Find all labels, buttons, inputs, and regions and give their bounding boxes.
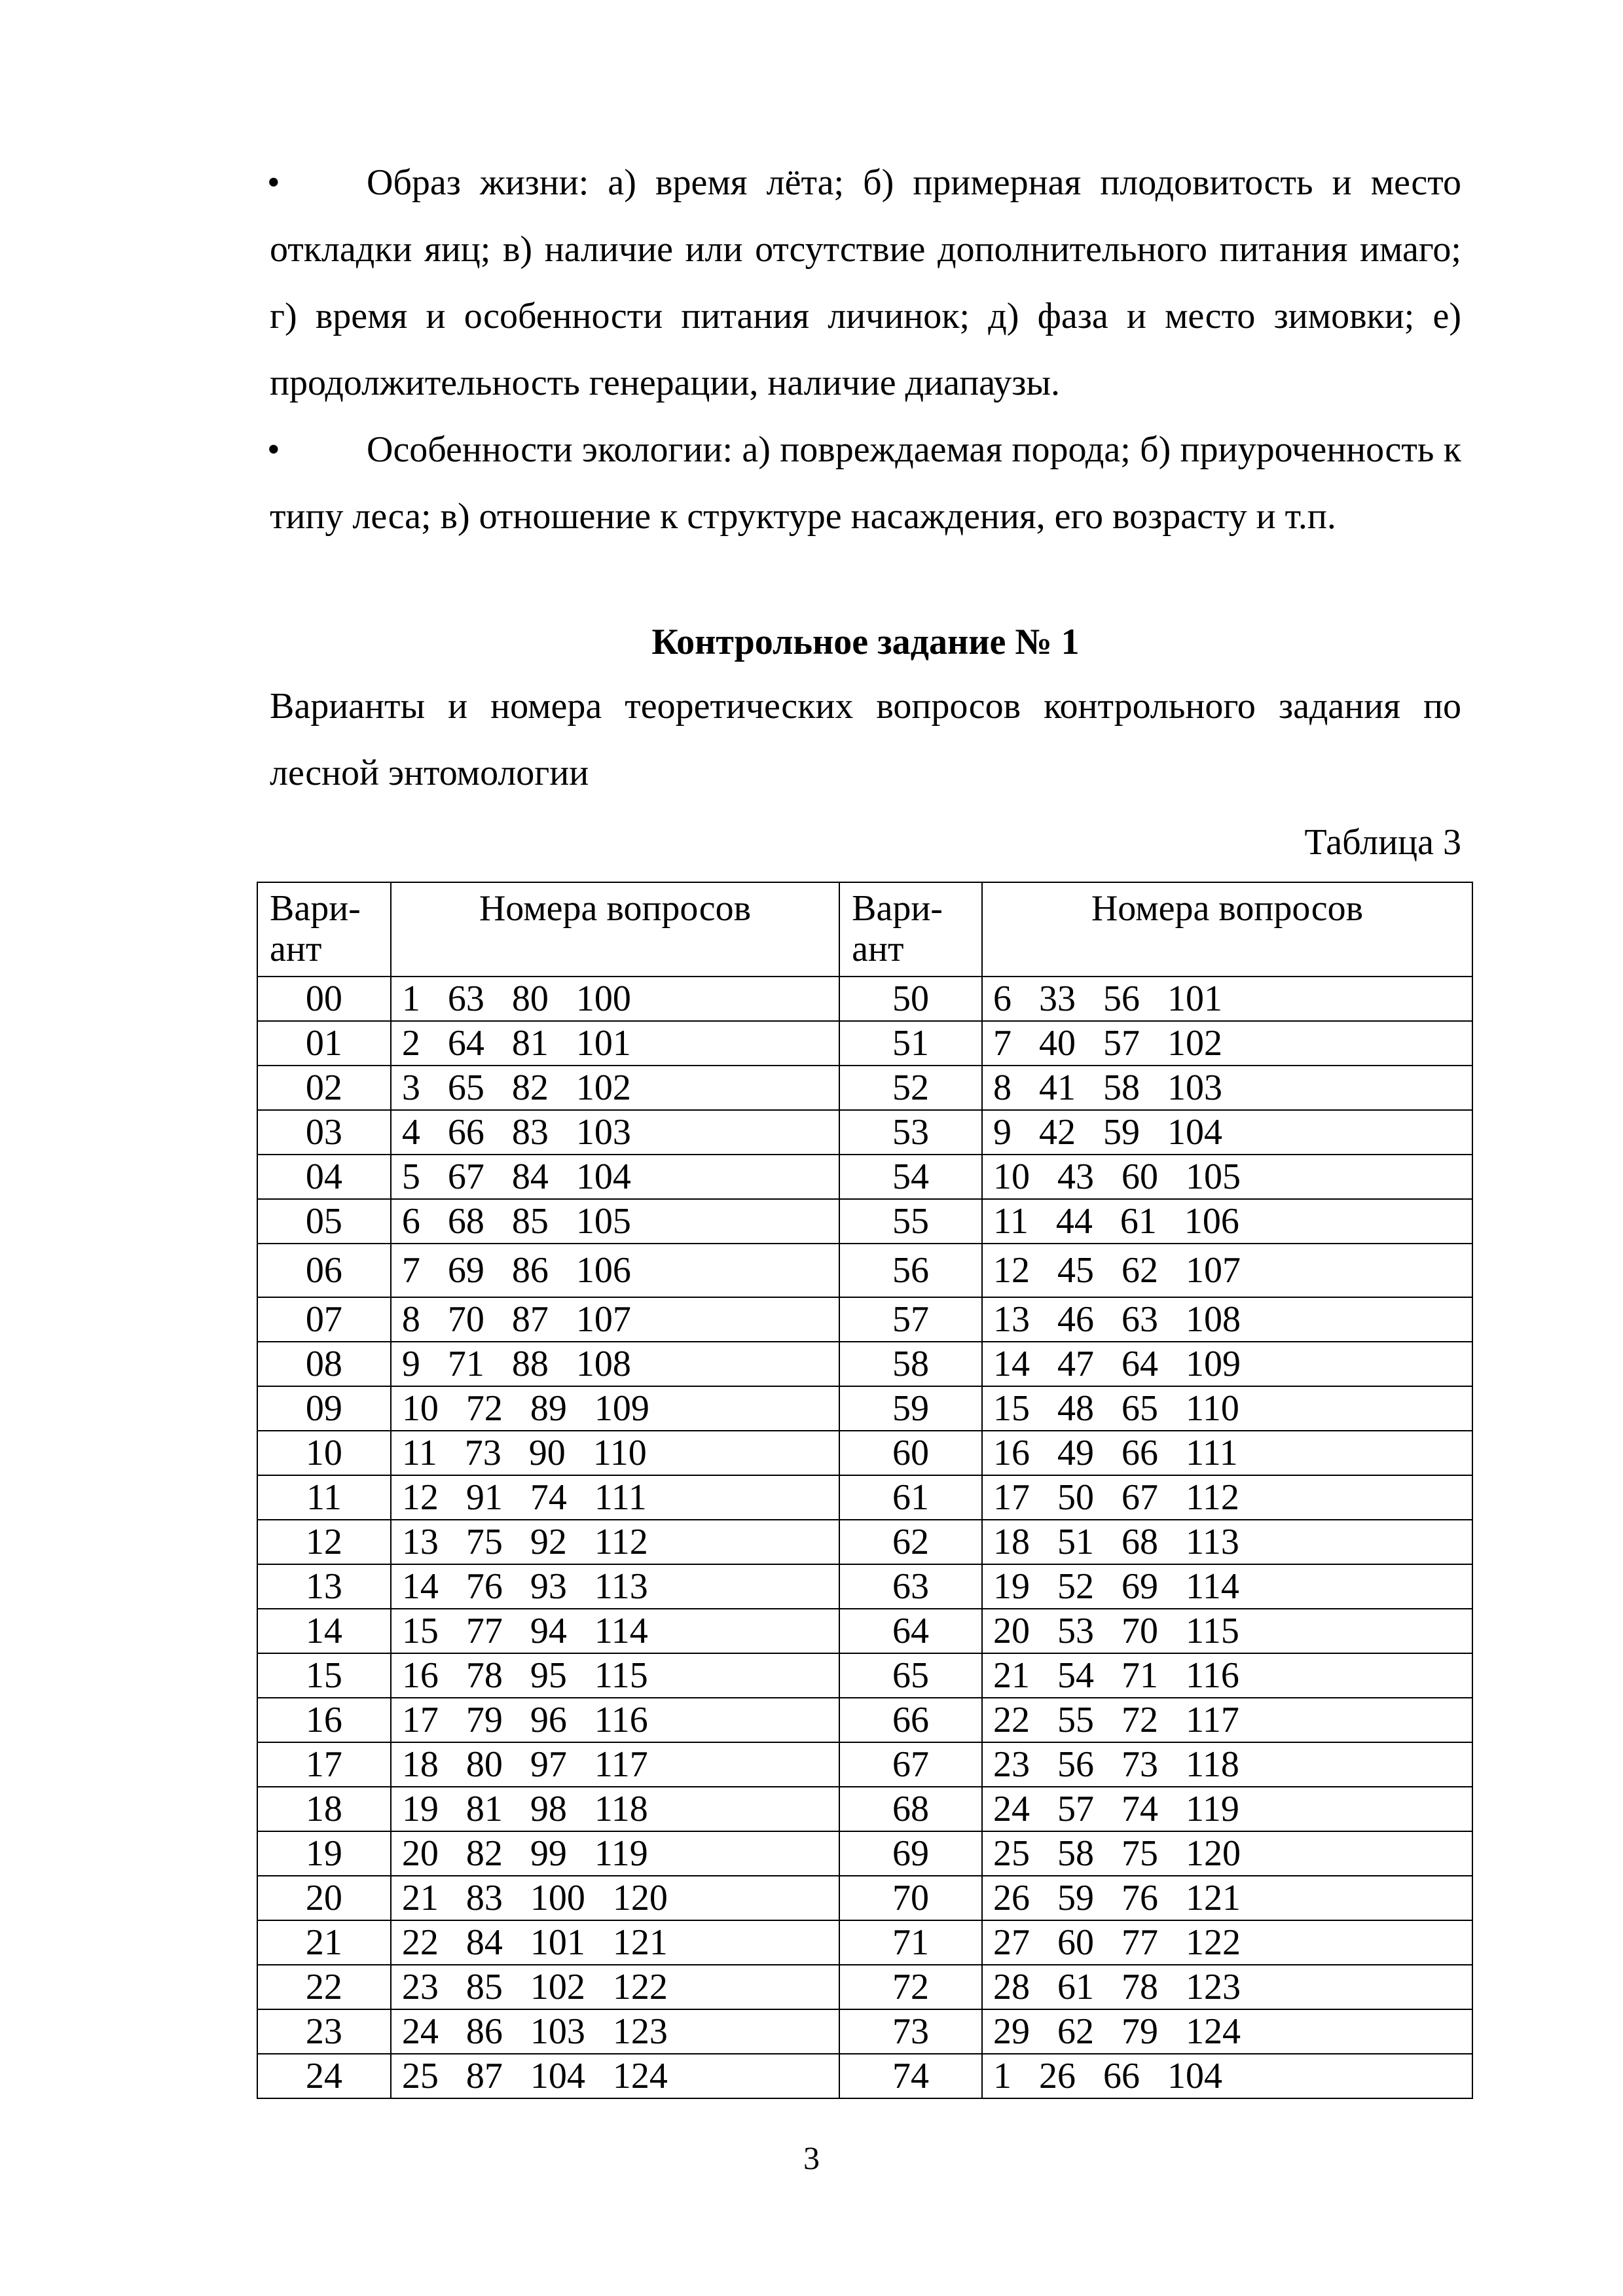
bullet-paragraph-lifestyle — [267, 149, 1461, 416]
questions-cell: 27 60 77 122 — [982, 1920, 1472, 1965]
table-row — [257, 1965, 1472, 2009]
questions-cell: 15 48 65 110 — [982, 1386, 1472, 1431]
questions-cell: 8 70 87 107 — [391, 1297, 839, 1342]
variant-cell: 18 — [257, 1787, 391, 1831]
questions-cell: 18 80 97 117 — [391, 1742, 839, 1787]
variant-cell: 19 — [257, 1831, 391, 1876]
bullet-paragraph-ecology — [267, 416, 1461, 550]
table-row — [257, 1342, 1472, 1386]
questions-cell: 16 78 95 115 — [391, 1653, 839, 1698]
variant-cell: 50 — [839, 977, 982, 1021]
table-row — [257, 1155, 1472, 1199]
variant-cell: 13 — [257, 1564, 391, 1609]
questions-cell: 3 65 82 102 — [391, 1066, 839, 1110]
variant-cell: 62 — [839, 1520, 982, 1564]
variant-cell: 23 — [257, 2009, 391, 2054]
questions-cell: 24 86 103 123 — [391, 2009, 839, 2054]
variant-cell: 66 — [839, 1698, 982, 1742]
questions-cell: 25 58 75 120 — [982, 1831, 1472, 1876]
questions-cell: 8 41 58 103 — [982, 1066, 1472, 1110]
table-row — [257, 1297, 1472, 1342]
variant-cell: 52 — [839, 1066, 982, 1110]
questions-cell: 7 69 86 106 — [391, 1244, 839, 1297]
questions-cell: 23 56 73 118 — [982, 1742, 1472, 1787]
variant-cell: 17 — [257, 1742, 391, 1787]
questions-cell: 29 62 79 124 — [982, 2009, 1472, 2054]
variant-cell: 70 — [839, 1876, 982, 1920]
variant-cell: 05 — [257, 1199, 391, 1244]
variant-cell: 08 — [257, 1342, 391, 1386]
questions-cell: 11 73 90 110 — [391, 1431, 839, 1475]
variant-cell: 67 — [839, 1742, 982, 1787]
questions-cell: 24 57 74 119 — [982, 1787, 1472, 1831]
questions-cell: 17 50 67 112 — [982, 1475, 1472, 1520]
table-row — [257, 1742, 1472, 1787]
variant-cell: 59 — [839, 1386, 982, 1431]
bullet-marker: • — [267, 429, 280, 470]
questions-cell: 20 82 99 119 — [391, 1831, 839, 1876]
variant-cell: 71 — [839, 1920, 982, 1965]
questions-cell: 13 75 92 112 — [391, 1520, 839, 1564]
questions-cell: 6 68 85 105 — [391, 1199, 839, 1244]
questions-cell: 13 46 63 108 — [982, 1297, 1472, 1342]
questions-cell: 19 52 69 114 — [982, 1564, 1472, 1609]
questions-cell: 1 26 66 104 — [982, 2054, 1472, 2098]
table-row — [257, 977, 1472, 1021]
variant-cell: 60 — [839, 1431, 982, 1475]
table-header-row — [257, 882, 1472, 977]
questions-cell: 14 76 93 113 — [391, 1564, 839, 1609]
bullet-text: Особенности экологии: а) повреждаемая порода; б) приуроченность к типу леса; в) отношение к структуре насаждения, его возрасту и т.п. — [270, 429, 1461, 537]
variant-cell: 10 — [257, 1431, 391, 1475]
table-row — [257, 2009, 1472, 2054]
variant-cell: 57 — [839, 1297, 982, 1342]
variant-cell: 04 — [257, 1155, 391, 1199]
table-row — [257, 1244, 1472, 1297]
questions-cell: 4 66 83 103 — [391, 1110, 839, 1155]
variant-cell: 53 — [839, 1110, 982, 1155]
table-row — [257, 1876, 1472, 1920]
table-row — [257, 1066, 1472, 1110]
bullet-marker: • — [267, 162, 280, 203]
questions-cell: 22 84 101 121 — [391, 1920, 839, 1965]
variant-cell: 65 — [839, 1653, 982, 1698]
questions-cell: 11 44 61 106 — [982, 1199, 1472, 1244]
table-row — [257, 1564, 1472, 1609]
table-row — [257, 1021, 1472, 1066]
questions-cell: 23 85 102 122 — [391, 1965, 839, 2009]
table-caption: Таблица 3 — [1304, 822, 1461, 863]
table-row — [257, 1475, 1472, 1520]
variant-cell: 64 — [839, 1609, 982, 1653]
variant-cell: 24 — [257, 2054, 391, 2098]
variant-cell: 73 — [839, 2009, 982, 2054]
variant-cell: 55 — [839, 1199, 982, 1244]
questions-cell: 21 83 100 120 — [391, 1876, 839, 1920]
page-number: 3 — [803, 2140, 820, 2176]
variant-cell: 00 — [257, 977, 391, 1021]
variant-cell: 58 — [839, 1342, 982, 1386]
questions-cell: 22 55 72 117 — [982, 1698, 1472, 1742]
questions-cell: 18 51 68 113 — [982, 1520, 1472, 1564]
section-heading: Контрольное задание № 1 — [651, 622, 1080, 662]
questions-cell: 17 79 96 116 — [391, 1698, 839, 1742]
header-variant-left: Вари- ант — [257, 882, 391, 977]
questions-cell: 28 61 78 123 — [982, 1965, 1472, 2009]
table-row — [257, 1831, 1472, 1876]
variant-cell: 61 — [839, 1475, 982, 1520]
variant-cell: 72 — [839, 1965, 982, 2009]
variant-cell: 15 — [257, 1653, 391, 1698]
variant-cell: 03 — [257, 1110, 391, 1155]
variant-cell: 11 — [257, 1475, 391, 1520]
questions-cell: 9 71 88 108 — [391, 1342, 839, 1386]
table-row — [257, 1199, 1472, 1244]
variant-cell: 51 — [839, 1021, 982, 1066]
variant-cell: 63 — [839, 1564, 982, 1609]
variant-cell: 22 — [257, 1965, 391, 2009]
questions-table — [257, 882, 1473, 2099]
variant-cell: 01 — [257, 1021, 391, 1066]
questions-cell: 19 81 98 118 — [391, 1787, 839, 1831]
questions-cell: 16 49 66 111 — [982, 1431, 1472, 1475]
questions-cell: 20 53 70 115 — [982, 1609, 1472, 1653]
intro-paragraph: Варианты и номера теоретических вопросов контрольного задания по лесной энтомологии — [270, 686, 1461, 793]
questions-cell: 15 77 94 114 — [391, 1609, 839, 1653]
questions-cell: 2 64 81 101 — [391, 1021, 839, 1066]
variant-cell: 74 — [839, 2054, 982, 2098]
table-row — [257, 1520, 1472, 1564]
table-row — [257, 2054, 1472, 2098]
variant-cell: 56 — [839, 1244, 982, 1297]
variant-cell: 16 — [257, 1698, 391, 1742]
header-questions-right: Номера вопросов — [982, 882, 1472, 977]
variant-cell: 09 — [257, 1386, 391, 1431]
questions-cell: 10 72 89 109 — [391, 1386, 839, 1431]
table-row — [257, 1386, 1472, 1431]
variant-cell: 02 — [257, 1066, 391, 1110]
table-row — [257, 1653, 1472, 1698]
questions-cell: 25 87 104 124 — [391, 2054, 839, 2098]
header-questions-left: Номера вопросов — [391, 882, 839, 977]
questions-cell: 1 63 80 100 — [391, 977, 839, 1021]
variant-cell: 14 — [257, 1609, 391, 1653]
table-row — [257, 1110, 1472, 1155]
variant-cell: 68 — [839, 1787, 982, 1831]
bullet-text: Образ жизни: а) время лёта; б) примерная плодовитость и место откладки яиц; в) наличие или отсутствие дополнительного питания имаго; г) время и особенности питания личинок; д) фаза и место зимовки; е) продолжительность генерации, наличие диапаузы. — [270, 162, 1461, 403]
variant-cell: 07 — [257, 1297, 391, 1342]
table-row — [257, 1787, 1472, 1831]
questions-cell: 10 43 60 105 — [982, 1155, 1472, 1199]
questions-cell: 6 33 56 101 — [982, 977, 1472, 1021]
table-row — [257, 1431, 1472, 1475]
questions-cell: 21 54 71 116 — [982, 1653, 1472, 1698]
questions-cell: 14 47 64 109 — [982, 1342, 1472, 1386]
table-row — [257, 1920, 1472, 1965]
variant-cell: 12 — [257, 1520, 391, 1564]
table-row — [257, 1698, 1472, 1742]
questions-cell: 5 67 84 104 — [391, 1155, 839, 1199]
questions-cell: 12 91 74 111 — [391, 1475, 839, 1520]
variant-cell: 69 — [839, 1831, 982, 1876]
table-row — [257, 1609, 1472, 1653]
questions-cell: 9 42 59 104 — [982, 1110, 1472, 1155]
variant-cell: 20 — [257, 1876, 391, 1920]
variant-cell: 21 — [257, 1920, 391, 1965]
header-variant-right: Вари- ант — [839, 882, 982, 977]
questions-cell: 26 59 76 121 — [982, 1876, 1472, 1920]
variant-cell: 54 — [839, 1155, 982, 1199]
variant-cell: 06 — [257, 1244, 391, 1297]
questions-cell: 7 40 57 102 — [982, 1021, 1472, 1066]
questions-cell: 12 45 62 107 — [982, 1244, 1472, 1297]
